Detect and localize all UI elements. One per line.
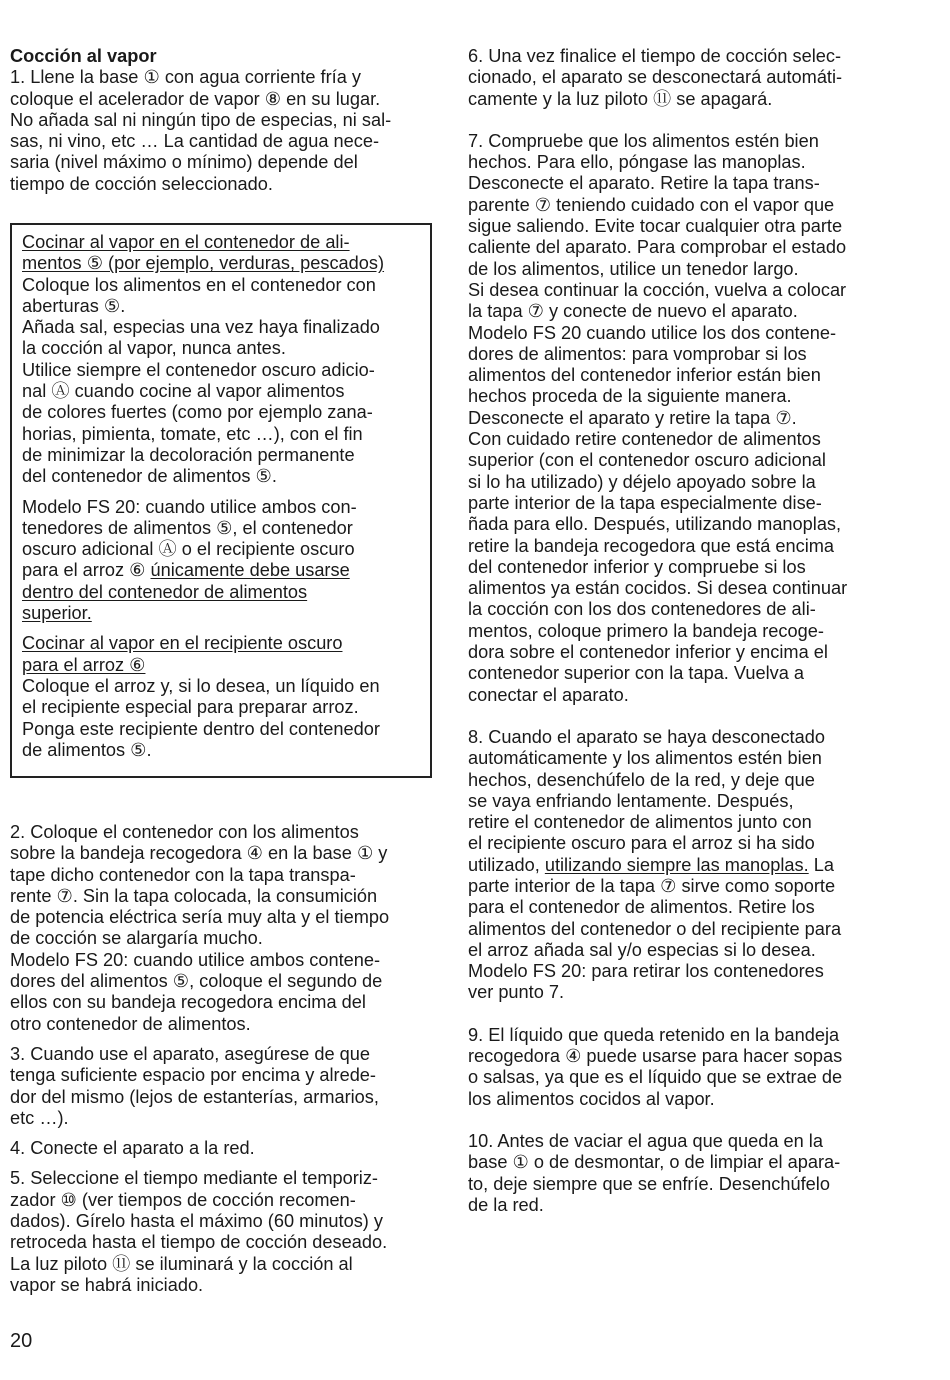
box-important-note: únicamente debe usarse — [150, 560, 350, 581]
text-line: alimentos del contenedor inferior están bien — [468, 365, 821, 386]
text-line: de colores fuertes (como por ejemplo zana- — [22, 402, 373, 423]
text-line: mentos, coloque primero la bandeja recoge- — [468, 620, 824, 641]
text-line: tenga suficiente espacio por encima y alrede- — [10, 1065, 376, 1086]
text-line: 1. Llene la base ① con agua corriente fría y — [10, 67, 361, 88]
step-2-paragraph — [10, 822, 438, 1035]
text-line: sobre la bandeja recogedora ④ en la base ① y — [10, 843, 388, 864]
text-line: sigue saliendo. Evite tocar cualquier otra parte — [468, 216, 843, 237]
text-line: de minimizar la decoloración permanente — [22, 444, 355, 465]
text-line: Coloque los alimentos en el contenedor con — [22, 274, 376, 295]
text-line: retroceda hasta el tiempo de cocción deseado. — [10, 1232, 388, 1253]
text-line: alimentos del contenedor o del recipiente para — [468, 918, 842, 939]
text-line: Modelo FS 20: para retirar los contenedores — [468, 961, 824, 982]
step-3-paragraph — [10, 1044, 438, 1129]
text-line: dores de alimentos: para vomprobar si los — [468, 343, 807, 364]
text-line: de cocción se alargaría mucho. — [10, 928, 263, 949]
text-line: el arroz añada sal y/o especias si lo desea. — [468, 939, 816, 960]
step-4-paragraph — [10, 1138, 438, 1159]
text-line: superior. — [22, 603, 92, 624]
box-steam-food-text — [22, 275, 430, 488]
text-line: No añada sal ni ningún tipo de especias, ni sal- — [10, 109, 392, 130]
text-line: contenedor superior con la tapa. Vuelva a — [468, 663, 805, 684]
box-rice-title — [22, 633, 430, 676]
text-line: superior (con el contenedor oscuro adicional — [468, 450, 826, 471]
box-steam-food-title — [22, 232, 430, 275]
text-line: La luz piloto ⑪ se iluminará y la cocción al — [10, 1253, 353, 1274]
text-line: dora sobre el contenedor inferior y encima el — [468, 642, 828, 663]
text-line: dores del alimentos ⑤, coloque el segundo de — [10, 971, 383, 992]
text-line: de la red. — [468, 1194, 544, 1215]
step-9-paragraph — [468, 1025, 908, 1110]
text-line: se vaya enfriando lentamente. Después, — [468, 790, 794, 811]
text-line: 2. Coloque el contenedor con los alimentos — [10, 822, 359, 842]
text-line: retire la bandeja recogedora que está encima — [468, 535, 835, 556]
info-box — [10, 223, 432, 778]
text-line: nal Ⓐ cuando cocine al vapor alimentos — [22, 381, 345, 402]
text-line: mentos ⑤ (por ejemplo, verduras, pescados) — [22, 253, 385, 274]
text-line: Utilice siempre el contenedor oscuro adicio- — [22, 359, 375, 380]
text-line: aberturas ⑤. — [22, 295, 126, 316]
text-line: dados). Gírelo hasta el máximo (60 minutos) y — [10, 1211, 383, 1232]
text-line: zador ⑩ (ver tiempos de cocción recomen- — [10, 1189, 356, 1210]
text-line: 10. Antes de vaciar el agua que queda en la — [468, 1130, 823, 1151]
text-line: 4. Conecte el aparato a la red. — [10, 1138, 255, 1159]
text-line: Desconecte el aparato. Retire la tapa trans- — [468, 173, 820, 194]
text-line: Ponga este recipiente dentro del contenedor — [22, 718, 380, 739]
text-line: dor del mismo (lejos de estanterías, armarios, — [10, 1086, 379, 1107]
text-line: los alimentos cocidos al vapor. — [468, 1088, 715, 1109]
text-line: coloque el acelerador de vapor ⑧ en su lugar. — [10, 88, 381, 109]
text-line: etc …). — [10, 1107, 69, 1128]
right-column — [468, 46, 908, 1216]
page-number: 20 — [10, 1330, 33, 1352]
text-line: tenedores de alimentos ⑤, el contenedor — [22, 517, 353, 538]
text-line: Cocinar al vapor en el contenedor de ali- — [22, 232, 350, 252]
text-line: para el arroz ⑥ — [22, 654, 146, 675]
text-line: la cocción con los dos contenedores de ali- — [468, 599, 816, 620]
text-line: parente ⑦ teniendo cuidado con el vapor que — [468, 194, 835, 215]
text-line: parte interior de la tapa especialmente dise- — [468, 492, 822, 513]
step-5-paragraph — [10, 1168, 438, 1296]
section-heading: Cocción al vapor — [10, 46, 157, 66]
text-line: ñada para ello. Después, utilizando manoplas, — [468, 514, 842, 535]
text-line: Si desea continuar la cocción, vuelva a colocar — [468, 279, 847, 300]
gloves-warning: utilizando siempre las manoplas. — [544, 854, 809, 875]
step-8-paragraph: 8. Cuando el aparato se haya desconectado automáticamente y los alimentos estén bien hechos, desenchúfelo de la red, y deje que se vaya enfriando lentamente. Después, retire el contenedor de alimentos junto con el recipiente oscuro para el arroz si ha sido utilizado, utilizando siempre las manoplas. La parte interior de la tapa ⑦ sirve como soporte para el contenedor de alimentos. Retire los alimentos del contenedor o del recipiente para el arroz añada sal y/o especias si lo desea. Modelo FS 20: para retirar los contenedores ver punto 7. — [468, 727, 908, 1004]
text-line: Cocinar al vapor en el recipiente oscuro — [22, 633, 343, 654]
text-line: Desconecte el aparato y retire la tapa ⑦. — [468, 407, 797, 428]
text-line: Modelo FS 20 cuando utilice los dos contene- — [468, 322, 837, 343]
text-line: saria (nivel máximo o mínimo) depende del — [10, 152, 358, 173]
step-10-paragraph — [468, 1131, 908, 1216]
text-line: para el contenedor de alimentos. Retire los — [468, 897, 815, 918]
text-line: otro contenedor de alimentos. — [10, 1013, 251, 1034]
text-line: recogedora ④ puede usarse para hacer sopas — [468, 1046, 843, 1067]
text-line: tiempo de cocción seleccionado. — [10, 173, 273, 194]
text-line: automáticamente y los alimentos estén bien — [468, 748, 822, 769]
step-6-paragraph — [468, 46, 908, 110]
text-line: Coloque el arroz y, si lo desea, un líquido en — [22, 675, 380, 696]
text-line: caliente del aparato. Para comprobar el estado — [468, 237, 847, 258]
text-line: Con cuidado retire contenedor de alimentos — [468, 429, 821, 450]
text-line: 3. Cuando use el aparato, asegúrese de que — [10, 1043, 370, 1064]
text-line: 6. Una vez finalice el tiempo de cocción selec- — [468, 46, 842, 66]
text-line: Modelo FS 20: cuando utilice ambos contene- — [10, 949, 381, 970]
text-line: el recipiente especial para preparar arroz. — [22, 697, 359, 718]
text-line: sas, ni vino, etc … La cantidad de agua nece- — [10, 131, 380, 152]
text-line: 7. Compruebe que los alimentos estén bien — [468, 130, 819, 151]
text-line: Añada sal, especias una vez haya finalizado — [22, 317, 380, 338]
text-line: 5. Seleccione el tiempo mediante el temporiz- — [10, 1168, 378, 1189]
text-line: del contenedor inferior y compruebe si los — [468, 556, 806, 577]
text-line: Modelo FS 20: cuando utilice ambos con- — [22, 496, 357, 517]
text-line: si lo ha utilizado) y déjelo apoyado sobre la — [468, 471, 816, 492]
text-line: oscuro adicional Ⓐ o el recipiente oscuro — [22, 539, 355, 560]
text-line: del contenedor de alimentos ⑤. — [22, 466, 277, 487]
step-7-paragraph — [468, 131, 908, 706]
text-line: dentro del contenedor de alimentos — [22, 581, 308, 602]
text-line: de potencia eléctrica sería muy alta y el tiempo — [10, 907, 390, 928]
text-line: hechos proceda de la siguiente manera. — [468, 386, 792, 407]
text-line: horias, pimienta, tomate, etc …), con el fin — [22, 423, 363, 444]
box-model-fs20-text: Modelo FS 20: cuando utilice ambos con- tenedores de alimentos ⑤, el contenedor oscuro adicional Ⓐ o el recipiente oscuro para el arroz ⑥ únicamente debe usarse dentro del contenedor de alimentos superior. — [22, 497, 430, 625]
text-line: el recipiente oscuro para el arroz si ha sido — [468, 833, 815, 854]
text-line: vapor se habrá iniciado. — [10, 1274, 204, 1295]
box-rice-text — [22, 676, 430, 761]
text-line: de alimentos ⑤. — [22, 739, 152, 760]
text-line: tape dicho contenedor con la tapa transpa- — [10, 864, 356, 885]
text-line: camente y la luz piloto ⑪ se apagará. — [468, 88, 773, 109]
text-line: retire el contenedor de alimentos junto con — [468, 812, 812, 833]
text-line: 9. El líquido que queda retenido en la bandeja — [468, 1024, 840, 1045]
text-line: alimentos ya están cocidos. Si desea continuar — [468, 578, 848, 599]
text-line: o salsas, ya que es el líquido que se extrae de — [468, 1067, 843, 1088]
left-column — [10, 46, 438, 195]
left-column-lower — [10, 822, 438, 1296]
text-line: parte interior de la tapa ⑦ sirve como soporte — [468, 875, 836, 896]
text-line: ellos con su bandeja recogedora encima del — [10, 992, 366, 1013]
text-line: base ① o de desmontar, o de limpiar el apara- — [468, 1152, 841, 1173]
text-line: conectar el aparato. — [468, 684, 629, 705]
text-line: cionado, el aparato se desconectará automáti- — [468, 67, 843, 88]
text-line: de los alimentos, utilice un tenedor largo. — [468, 258, 799, 279]
text-line: 8. Cuando el aparato se haya desconectado — [468, 726, 825, 747]
text-line: la tapa ⑦ y conecte de nuevo el aparato. — [468, 301, 798, 322]
text-line: rente ⑦. Sin la tapa colocada, la consumición — [10, 885, 378, 906]
text-line: to, deje siempre que se enfríe. Desenchúfelo — [468, 1173, 830, 1194]
text-line: la cocción al vapor, nunca antes. — [22, 338, 286, 359]
text-line: hechos. Para ello, póngase las manoplas. — [468, 152, 806, 173]
intro-paragraph — [10, 67, 438, 195]
text-line: hechos, desenchúfelo de la red, y deje que — [468, 769, 815, 790]
text-line: ver punto 7. — [468, 982, 565, 1003]
